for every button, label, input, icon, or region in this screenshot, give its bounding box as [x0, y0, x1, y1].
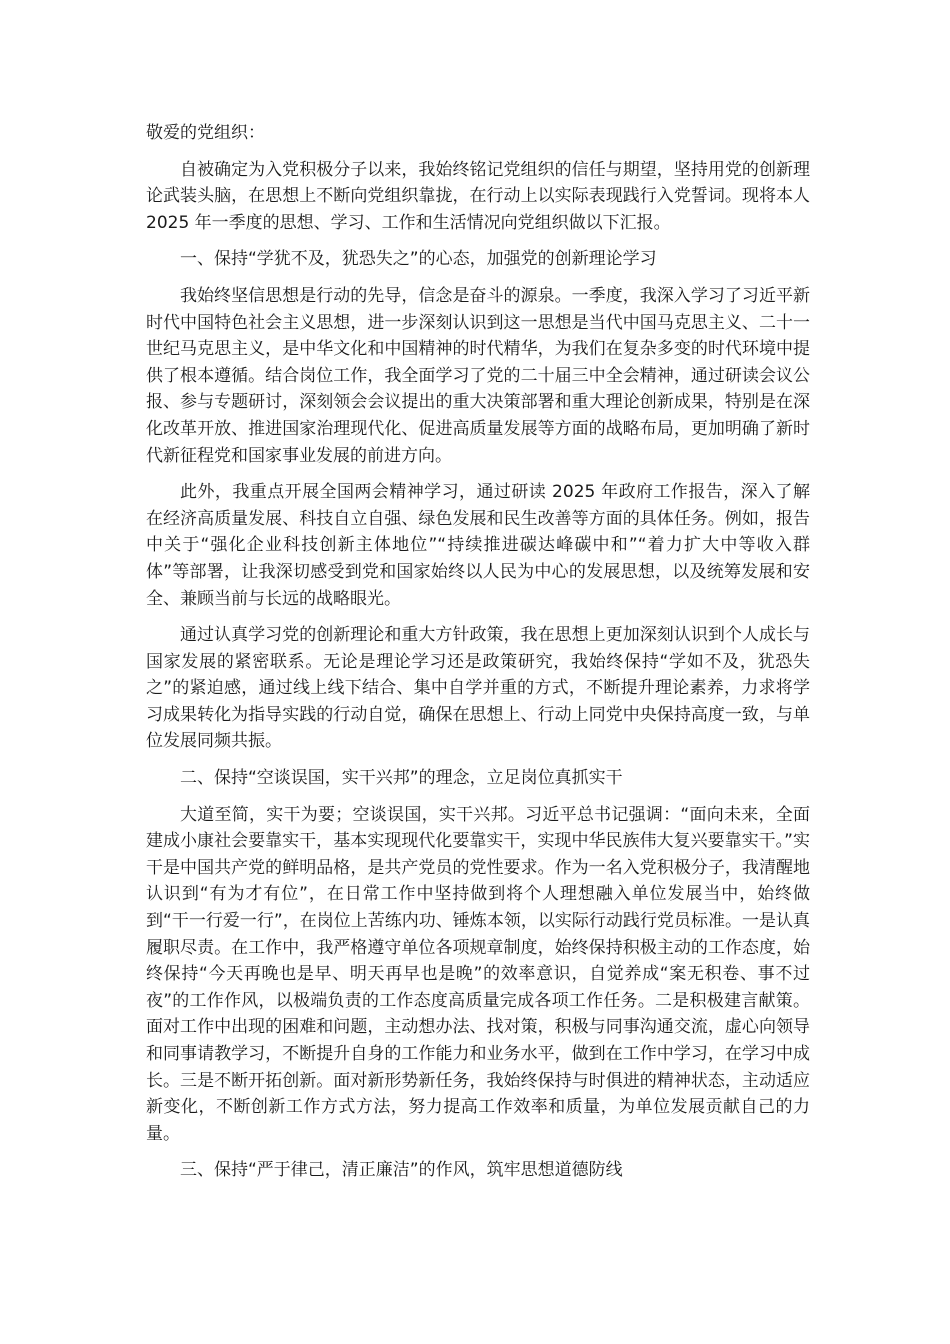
salutation: 敬爱的党组织： [146, 123, 265, 143]
section-heading-1: 一、保持“学犹不及，犹恐失之”的心态，加强党的创新理论学习 [180, 249, 657, 270]
body-paragraph: 大道至简，实干为要；空谈误国，实干兴邦。习近平总书记强调：“面向未来，全面建成小康社会要靠实干，基本实现现代化要靠实干，实现中华民族伟大复兴要靠实干。”实干是中国共产党的鲜明品格，是共产党员的党性要求。作为一名入党积极分子，我清醒地认识到“有为才有位”，在日常工作中坚持做到将个人理想融入单位发展当中，始终做到“干一行爱一行”，在岗位上苦练内功、锤炼本领，以实际行动践行党员标准。一是认真履职尽责。在工作中，我严格遵守单位各项规章制度，始终保持积极主动的工作态度，始终保持“今天再晚也是早、明天再早也是晚”的效率意识，自觉养成“案无积卷、事不过夜”的工作作风，以极端负责的工作态度高质量完成各项工作任务。二是积极建言献策。面对工作中出现的困难和问题，主动想办法、找对策，积极与同事沟通交流，虚心向领导和同事请教学习，不断提升自身的工作能力和业务水平，做到在工作中学习，在学习中成长。三是不断开拓创新。面对新形势新任务，我始终保持与时俱进的精神状态，主动适应新变化，不断创新工作方式方法，努力提高工作效率和质量，为单位发展贡献自己的力量。 [146, 804, 810, 1144]
body-paragraph: 通过认真学习党的创新理论和重大方针政策，我在思想上更加深刻认识到个人成长与国家发展的紧密联系。无论是理论学习还是政策研究，我始终保持“学如不及，犹恐失之”的紧迫感，通过线上线下结合、集中自学并重的方式，不断提升理论素养，力求将学习成果转化为指导实践的行动自觉，确保在思想上、行动上同党中央保持高度一致，与单位发展同频共振。 [146, 625, 810, 752]
body-paragraph: 此外，我重点开展全国两会精神学习，通过研读 2025 年政府工作报告，深入了解在经济高质量发展、科技自立自强、绿色发展和民生改善等方面的具体任务。例如，报告中关于“强化企业科技创新主体地位”“持续推进碳达峰碳中和”“着力扩大中等收入群体”等部署，让我深切感受到党和国家始终以人民为中心的发展思想，以及统筹发展和安全、兼顾当前与长远的战略眼光。 [146, 482, 810, 609]
section-heading-2: 二、保持“空谈误国，实干兴邦”的理念，立足岗位真抓实干 [180, 768, 623, 789]
intro-paragraph: 自被确定为入党积极分子以来，我始终铭记党组织的信任与期望，坚持用党的创新理论武装头脑，在思想上不断向党组织靠拢，在行动上以实际表现践行入党誓词。现将本人 2025 年一季度的思想、学习、工作和生活情况向党组织做以下汇报。 [146, 159, 810, 233]
body-paragraph: 我始终坚信思想是行动的先导，信念是奋斗的源泉。一季度，我深入学习了习近平新时代中国特色社会主义思想，进一步深刻认识到这一思想是当代中国马克思主义、二十一世纪马克思主义，是中华文化和中国精神的时代精华，为我们在复杂多变的时代环境中提供了根本遵循。结合岗位工作，我全面学习了党的二十届三中全会精神，通过研读会议公报、参与专题研讨，深刻领会会议提出的重大决策部署和重大理论创新成果，特别是在深化改革开放、推进国家治理现代化、促进高质量发展等方面的战略布局，更加明确了新时代新征程党和国家事业发展的前进方向。 [146, 285, 810, 466]
document-page [146, 120, 810, 1194]
section-heading-3: 三、保持“严于律己，清正廉洁”的作风，筑牢思想道德防线 [180, 1160, 623, 1181]
